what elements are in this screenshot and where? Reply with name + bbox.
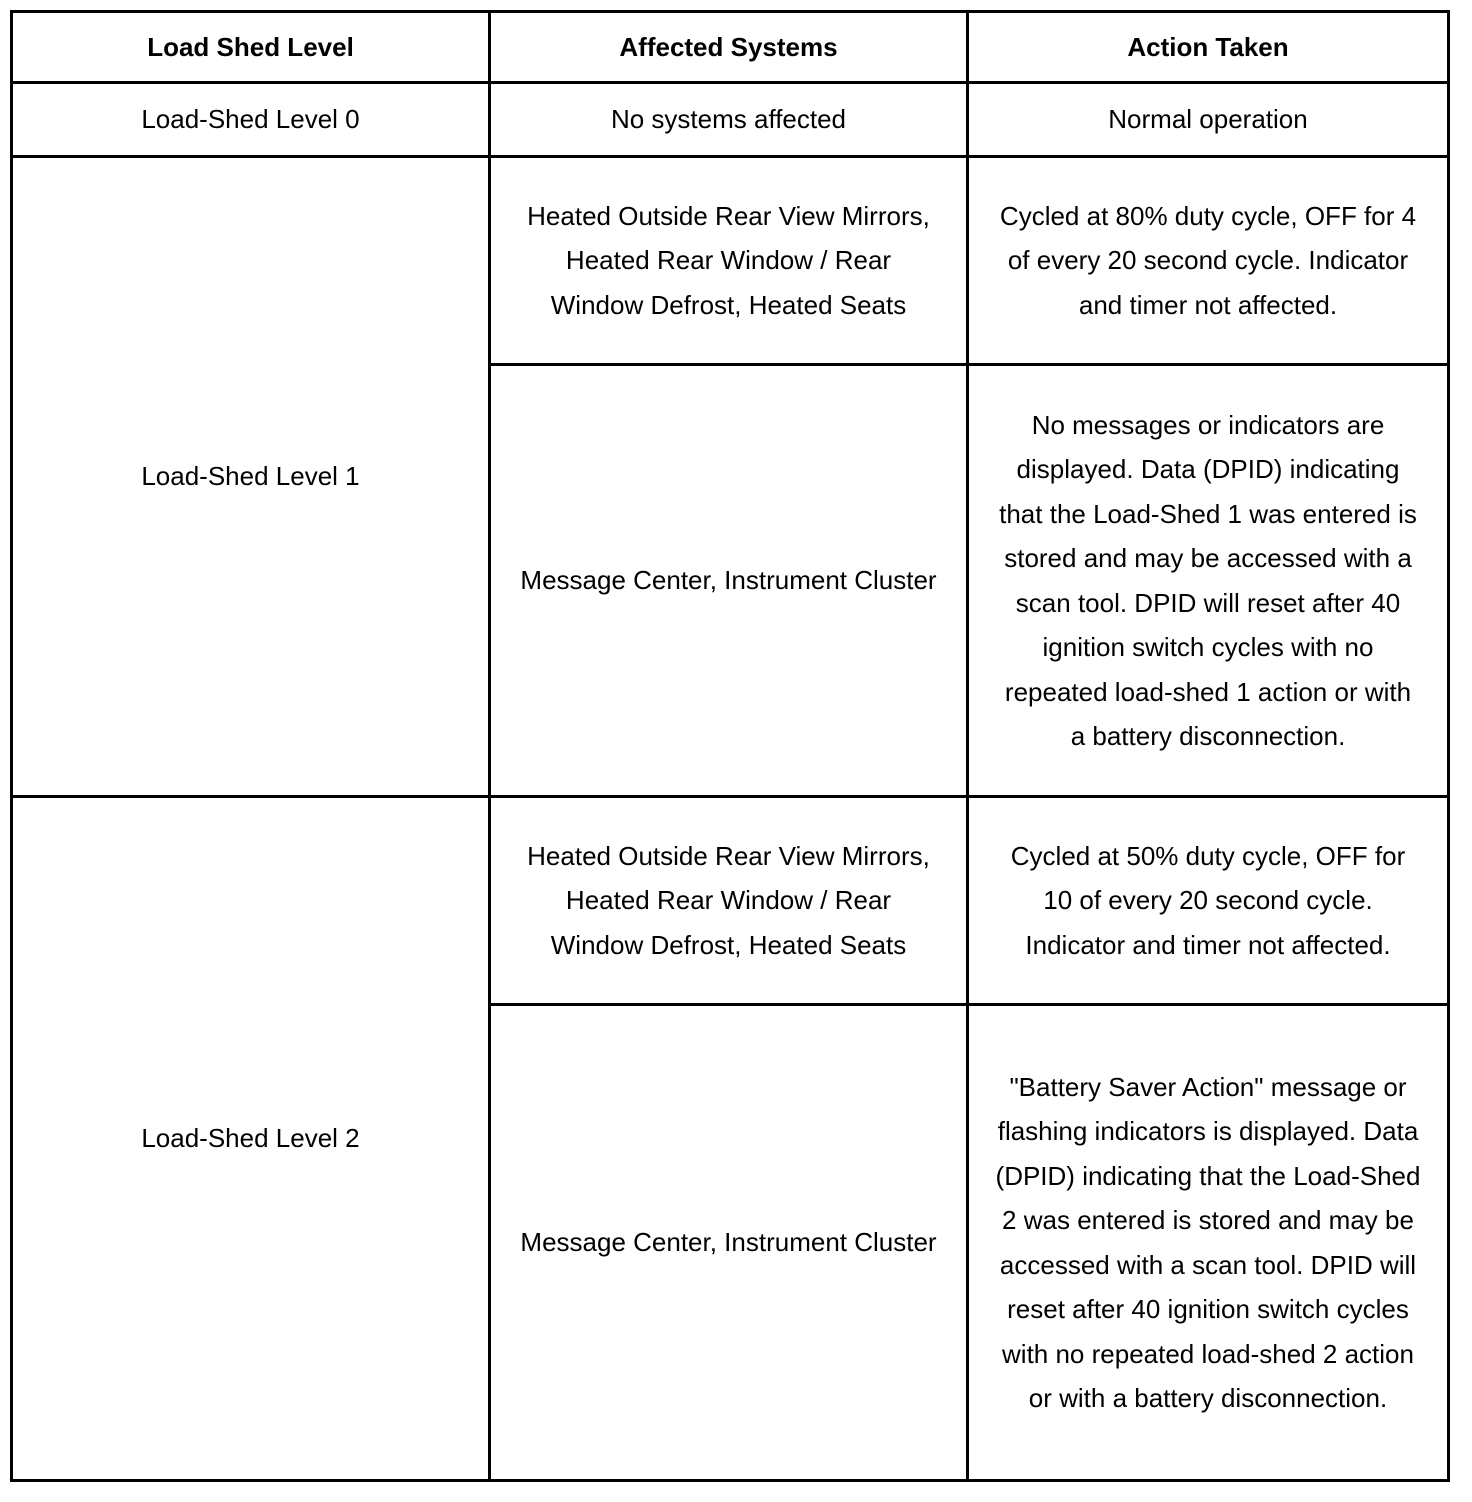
level-0-label: Load-Shed Level 0 (12, 83, 490, 157)
table-row-level-2-heaters (12, 797, 1449, 1005)
level-1-message-center-action: No messages or indicators are displayed. Data (DPID) indicating that the Load-Shed 1 was entered is stored and may be accessed with a scan tool. DPID will reset after 40 ignition switch cycles with no repeated load-shed 1 action or with a battery disconnection. (968, 365, 1449, 797)
level-1-message-center-systems: Message Center, Instrument Cluster (490, 365, 968, 797)
table-row-level-1-heaters (12, 157, 1449, 365)
level-2-heaters-systems: Heated Outside Rear View Mirrors, Heated Rear Window / Rear Window Defrost, Heated Seats (490, 797, 968, 1005)
level-1-heaters-systems: Heated Outside Rear View Mirrors, Heated Rear Window / Rear Window Defrost, Heated Seats (490, 157, 968, 365)
level-2-label: Load-Shed Level 2 (12, 797, 490, 1481)
header-load-shed-level: Load Shed Level (12, 12, 490, 83)
load-shed-table (10, 10, 1450, 1482)
table-row-level-0 (12, 83, 1449, 157)
level-2-message-center-action: "Battery Saver Action" message or flashing indicators is displayed. Data (DPID) indicating that the Load-Shed 2 was entered is stored and may be accessed with a scan tool. DPID will reset after 40 ignition switch cycles with no repeated load-shed 2 action or with a battery disconnection. (968, 1005, 1449, 1481)
level-2-message-center-systems: Message Center, Instrument Cluster (490, 1005, 968, 1481)
level-0-systems: No systems affected (490, 83, 968, 157)
level-2-heaters-action: Cycled at 50% duty cycle, OFF for 10 of every 20 second cycle. Indicator and timer not affected. (968, 797, 1449, 1005)
level-1-heaters-action: Cycled at 80% duty cycle, OFF for 4 of every 20 second cycle. Indicator and timer not affected. (968, 157, 1449, 365)
level-1-label: Load-Shed Level 1 (12, 157, 490, 797)
header-affected-systems: Affected Systems (490, 12, 968, 83)
level-0-action: Normal operation (968, 83, 1449, 157)
header-action-taken: Action Taken (968, 12, 1449, 83)
header-row (12, 12, 1449, 83)
